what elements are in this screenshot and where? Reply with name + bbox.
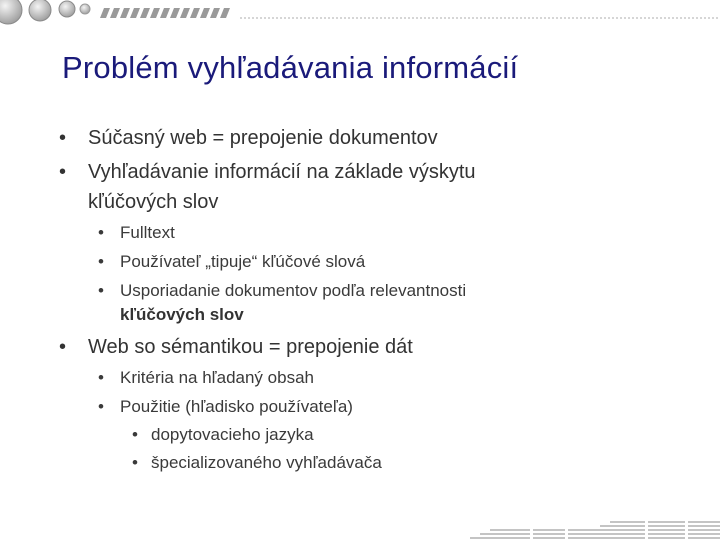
bullet-text: kľúčových slov (88, 191, 219, 213)
slide-title: Problém vyhľadávania informácií (62, 50, 519, 85)
bullet-text: Používateľ „tipuje“ kľúčové slová (120, 252, 366, 271)
bullet-text: Web so sémantikou = prepojenie dát (88, 336, 413, 358)
bullet-marker: • (59, 127, 67, 149)
bullet-continuation (88, 188, 218, 217)
bullet-item (59, 124, 438, 153)
bullet-text: dopytovacieho jazyka (151, 425, 314, 444)
bullet-marker: • (98, 368, 104, 387)
bullet-marker: • (132, 425, 138, 444)
bullet-text: Fulltext (120, 223, 175, 242)
bullet-text: Použitie (hľadisko používateľa) (120, 397, 353, 416)
bullet-marker: • (98, 252, 104, 271)
bullet-marker: • (59, 161, 67, 183)
bottom-decoration (470, 515, 720, 540)
bullet-item (132, 421, 314, 449)
bullet-marker: • (132, 453, 138, 472)
bullet-text: Súčasný web = prepojenie dokumentov (88, 127, 438, 149)
bullet-item (132, 449, 382, 477)
bullet-marker: • (98, 397, 104, 416)
bullet-text: špecializovaného vyhľadávača (151, 453, 382, 472)
bullet-marker: • (98, 223, 104, 242)
bullet-text: Vyhľadávanie informácií na základe výskytu (88, 161, 476, 183)
bottom-stripes (470, 521, 720, 539)
bullet-marker: • (98, 281, 104, 300)
bullet-item (98, 393, 353, 420)
bullet-marker: • (59, 336, 67, 358)
bullet-text: Usporiadanie dokumentov podľa relevantnosti (120, 281, 467, 300)
bullet-item (98, 277, 467, 304)
bullet-text: Kritéria na hľadaný obsah (120, 368, 314, 387)
bullet-item (98, 248, 366, 275)
bullet-continuation (120, 301, 244, 328)
bullet-item (59, 158, 476, 187)
bullet-item (59, 333, 413, 362)
bullet-item (98, 364, 314, 391)
bullet-item (98, 219, 175, 246)
bullet-text: kľúčových slov (120, 305, 244, 324)
